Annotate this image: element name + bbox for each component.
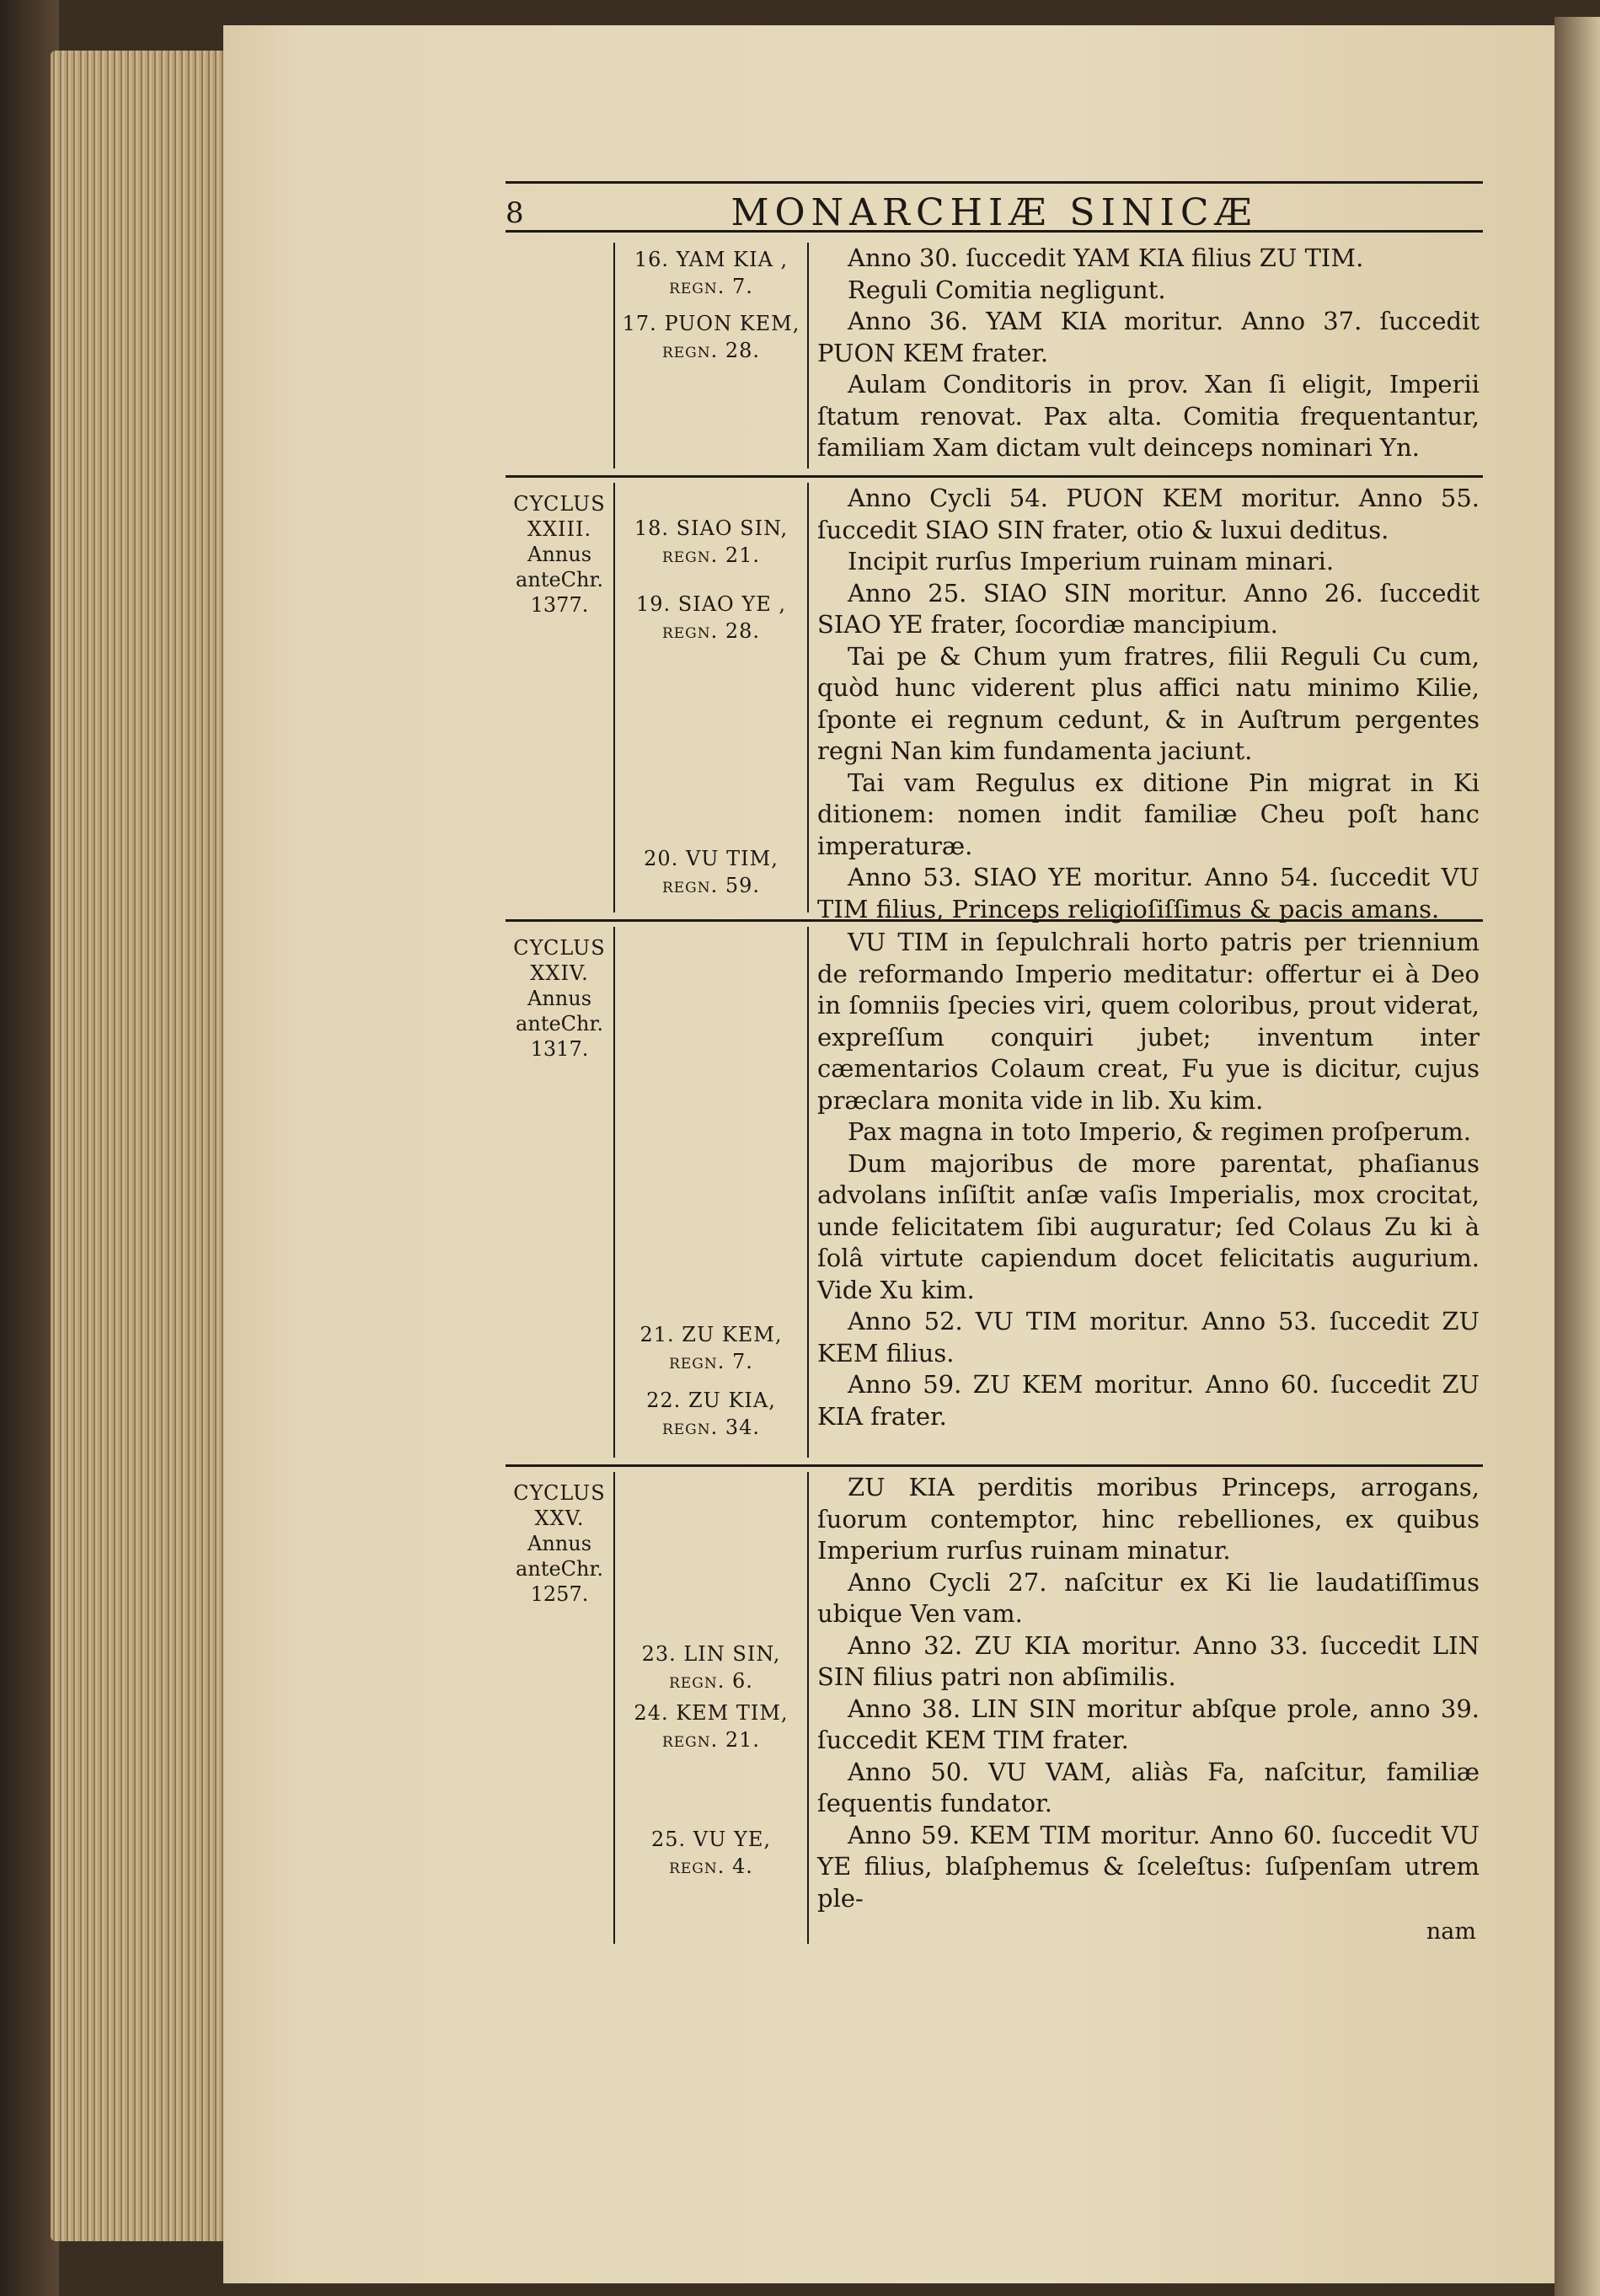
- paragraph: ZU KIA perditis moribus Princeps, arrogans, ſuorum contemptor, hinc rebelliones, ex quibus Imperium rurſus ruinam minatur.: [817, 1473, 1480, 1565]
- text-column: [809, 243, 1483, 468]
- reign-column: [615, 1472, 809, 1944]
- reign-column: [615, 483, 809, 913]
- reign-column: [615, 243, 809, 468]
- paragraph: Anno 59. KEM TIM moritur. Anno 60. ſuccedit VU YE filius, blaſphemus & ſceleſtus: ſuſpenſam utrem ple-: [817, 1820, 1480, 1913]
- reign-entry: 21. ZU KEM, regn. 7.: [639, 1323, 783, 1373]
- cycle-column: CYCLUS XXIV. Annus anteChr. 1317.: [506, 927, 615, 1458]
- page-content: [506, 143, 1483, 2182]
- paragraph: VU TIM in ſepulchrali horto patris per triennium de reformando Imperio meditatur: offertur ei à Deo in ſomniis ſpecies viri, quem coloribus, prout viderat, expreſſum conquiri jubet; inventum inter cæmentarios Colaum creat, Fu yue is dicitur, cujus præclara monita vide in lib. Xu kim.: [817, 928, 1480, 1115]
- reign-entry: 23. LIN SIN, regn. 6.: [641, 1642, 781, 1693]
- reign-entry: 19. SIAO YE , regn. 28.: [636, 592, 786, 643]
- text-column: [809, 927, 1483, 1458]
- cycle-column: [506, 243, 615, 468]
- text-column: [809, 1472, 1483, 1944]
- paragraph: Anno 25. SIAO SIN moritur. Anno 26. ſuccedit SIAO YE frater, ſocordiæ mancipium.: [817, 578, 1480, 639]
- paragraph: Anno Cycli 27. naſcitur ex Ki lie laudatiſſimus ubique Ven vam.: [817, 1567, 1480, 1628]
- top-rule: [506, 181, 1483, 184]
- paragraph: Aulam Conditoris in prov. Xan ſi eligit, Imperii ſtatum renovat. Pax alta. Comitia frequentantur, familiam Xam dictam vult deinceps nominari Yn.: [817, 370, 1480, 462]
- paragraph: Anno 38. LIN SIN moritur abſque prole, anno 39. ſuccedit KEM TIM frater.: [817, 1694, 1480, 1754]
- paragraph: Pax magna in toto Imperio, & regimen proſperum.: [848, 1117, 1471, 1146]
- paragraph: Tai vam Regulus ex ditione Pin migrat in Ki ditionem: nomen indit familiæ Cheu poſt hanc imperaturæ.: [817, 768, 1480, 860]
- chronology-table: [506, 238, 1483, 1951]
- paragraph: Anno 52. VU TIM moritur. Anno 53. ſuccedit ZU KEM filius.: [817, 1307, 1480, 1367]
- reign-entry: 18. SIAO SIN, regn. 21.: [634, 516, 789, 567]
- header-rule: [506, 230, 1483, 233]
- text-column: [809, 483, 1483, 923]
- cycle-column: CYCLUS XXIII. Annus anteChr. 1377.: [506, 483, 615, 913]
- paragraph: Anno 50. VU VAM, aliàs Fa, naſcitur, familiæ ſequentis fundator.: [817, 1757, 1480, 1817]
- paragraph: Dum majoribus de more parentat, phaſianus advolans inſiſtit anſæ vaſis Imperialis, mox crocitat, unde felicitatem ſibi auguratur; ſed Colaus Zu ki à ſolâ virtute capiendum docet felicitatis augurium. Vide Xu kim.: [817, 1148, 1480, 1304]
- cycle-column: CYCLUS XXV. Annus anteChr. 1257.: [506, 1472, 615, 1944]
- reign-entry: 16. YAM KIA , regn. 7.: [634, 248, 789, 298]
- paragraph: Incipit rurſus Imperium ruinam minari.: [848, 547, 1335, 575]
- paragraph: Anno Cycli 54. PUON KEM moritur. Anno 55. ſuccedit SIAO SIN frater, otio & luxui deditus.: [817, 484, 1480, 544]
- reign-entry: 17. PUON KEM, regn. 28.: [622, 312, 800, 362]
- paragraph: Reguli Comitia negligunt.: [848, 275, 1166, 304]
- reign-entry: 22. ZU KIA, regn. 34.: [646, 1389, 776, 1439]
- page-number: 8: [506, 196, 524, 230]
- chronology-section: [506, 1467, 1483, 1951]
- page-edges: [51, 51, 227, 2241]
- chronology-section: [506, 478, 1483, 922]
- catchword: nam: [1426, 1919, 1476, 1945]
- reign-entry: 20. VU TIM, regn. 59.: [644, 847, 779, 897]
- facing-page-edge: [1555, 17, 1600, 2296]
- reign-entry: 25. VU YE, regn. 4.: [651, 1828, 771, 1878]
- paragraph: Anno 53. SIAO YE moritur. Anno 54. ſuccedit VU TIM filius, Princeps religioſiſſimus & pacis amans.: [817, 863, 1480, 923]
- paragraph: Anno 59. ZU KEM moritur. Anno 60. ſuccedit ZU KIA frater.: [817, 1370, 1480, 1431]
- chronology-section: [506, 922, 1483, 1467]
- paragraph: Anno 32. ZU KIA moritur. Anno 33. ſuccedit LIN SIN filius patri non abſimilis.: [817, 1630, 1480, 1691]
- reign-entry: 24. KEM TIM, regn. 21.: [634, 1701, 789, 1752]
- reign-column: [615, 927, 809, 1458]
- paragraph: Tai pe & Chum yum fratres, filii Reguli Cu cum, quòd hunc viderent plus affici natu minimo Kilie, ſponte ei regnum cedunt, & in Auſtrum pergentes regni Nan kim fundamenta jaciunt.: [817, 641, 1480, 765]
- paragraph: Anno 30. ſuccedit YAM KIA filius ZU TIM.: [848, 244, 1364, 272]
- chronology-section: [506, 238, 1483, 478]
- page-title: MONARCHIÆ SINICÆ: [730, 191, 1258, 234]
- paragraph: Anno 36. YAM KIA moritur. Anno 37. ſuccedit PUON KEM frater.: [817, 307, 1480, 367]
